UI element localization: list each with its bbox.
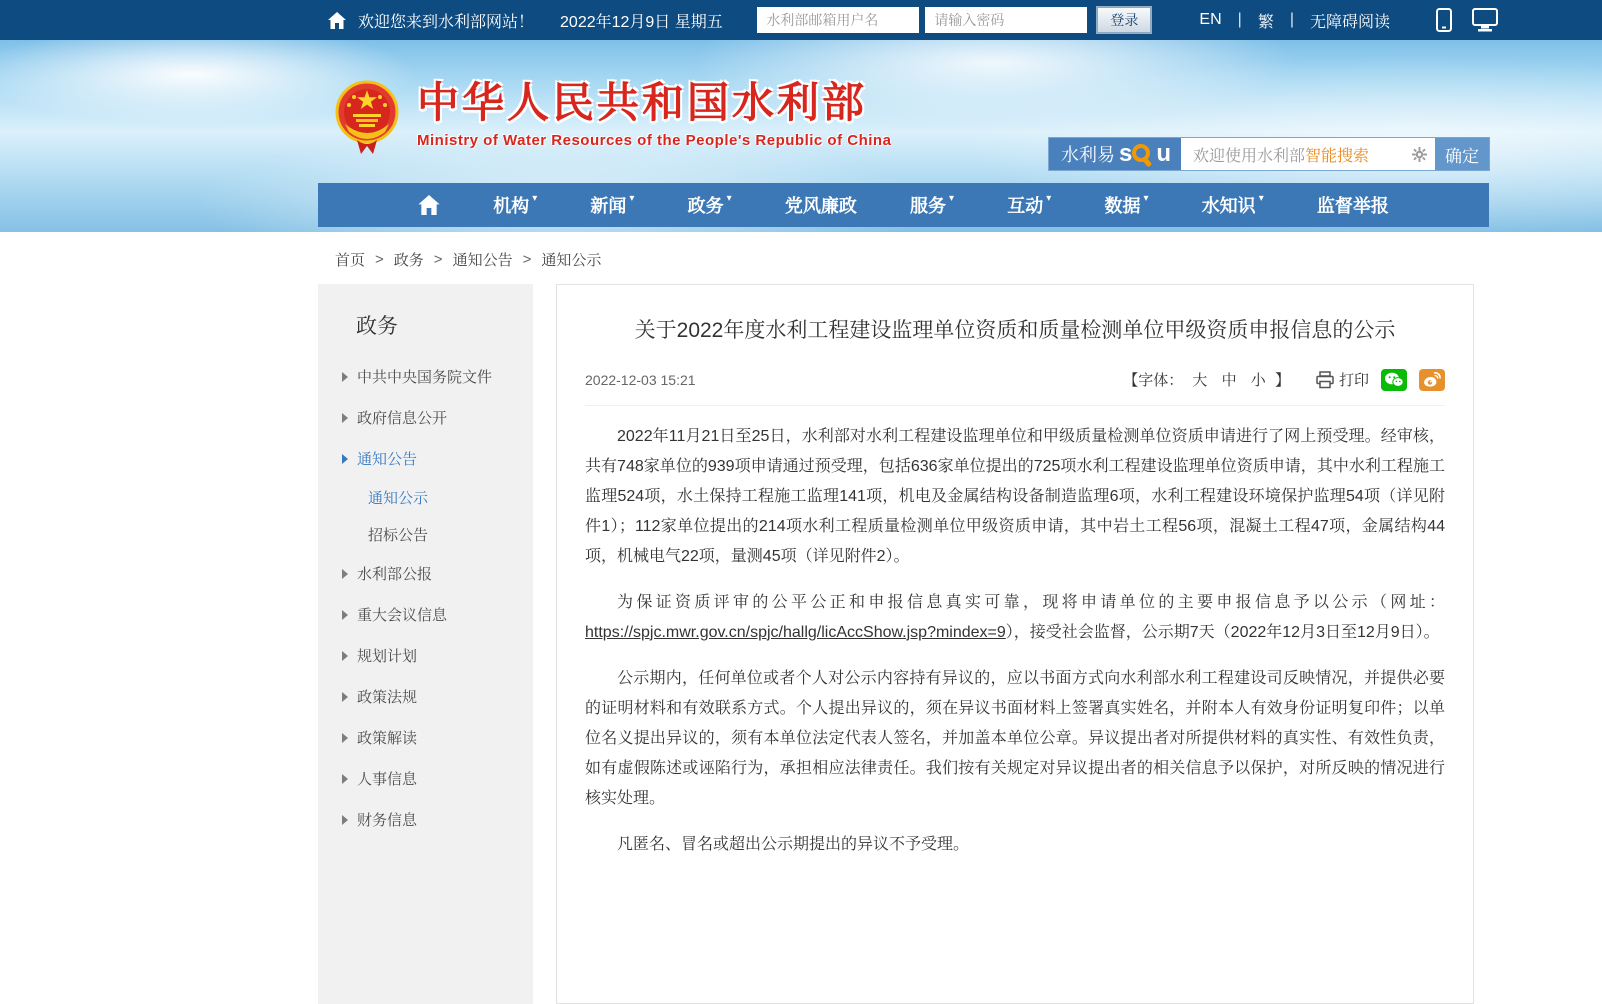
search-magnifier-icon: [1131, 143, 1153, 169]
breadcrumb-home[interactable]: 首页: [335, 252, 366, 269]
breadcrumb-tongzhigongshi[interactable]: 通知公示: [541, 252, 602, 269]
nav-item-jiandujubao[interactable]: 监督举报: [1316, 196, 1389, 216]
publish-date: 2022-12-03 15:21: [585, 371, 696, 388]
sidebar-item-zhengcefagui[interactable]: 政策法规: [318, 676, 533, 717]
font-label-open: 【字体：: [1123, 372, 1184, 389]
sidebar-subitem-tongzhigongshi[interactable]: 通知公示: [368, 490, 429, 507]
sidebar-item-zhonggongwenjian[interactable]: 中共中央国务院文件: [318, 356, 533, 397]
font-label-close: 】: [1274, 372, 1290, 389]
font-size-medium-button[interactable]: 中: [1221, 372, 1237, 389]
divider: |: [1237, 11, 1242, 28]
sidebar-item-zhengcejiedu[interactable]: 政策解读: [318, 717, 533, 758]
search-bar: [1048, 137, 1490, 171]
article-body: [585, 406, 1445, 860]
article-paragraph: 凡匿名、冒名或超出公示期提出的异议不予受理。: [617, 835, 970, 853]
content-panel: [556, 284, 1474, 1004]
mail-username-input[interactable]: [757, 7, 919, 33]
breadcrumb-separator: >: [433, 251, 443, 268]
article-paragraph: 2022年11月21日至25日，水利部对水利工程建设监理单位和甲级质量检测单位资质申请进行了网上预受理。经审核，共有748家单位的939项申请通过预受理，包括636家单位提出的725项水利工程建设监理单位资质申请，其中水利工程施工监理524项，水土保持工程施工监理141项，机电及金属结构设备制造监理6项，水利工程建设环境保护监理54项（详见附件1）；112家单位提出的214项水利工程质量检测单位甲级资质申请，其中岩土工程56项，混凝土工程47项，金属结构44项，机械电气22项，量测45项（详见附件2）。: [585, 427, 1445, 565]
sidebar-item-renshixinxi[interactable]: 人事信息: [318, 758, 533, 799]
accessibility-link[interactable]: 无障碍阅读: [1309, 13, 1390, 31]
search-brand: 水利易 s u: [1049, 138, 1181, 170]
breadcrumb-separator: >: [522, 251, 532, 268]
font-size-controls: [1123, 369, 1290, 390]
article-meta: [585, 369, 1445, 406]
welcome-text: 欢迎您来到水利部网站！: [358, 13, 535, 31]
chevron-down-icon: ▾: [532, 193, 538, 204]
triangle-icon: [342, 372, 348, 382]
sidebar: [318, 284, 533, 1004]
page-title: 关于2022年度水利工程建设监理单位资质和质量检测单位甲级资质申报信息的公示: [634, 319, 1396, 342]
mail-password-input[interactable]: [925, 7, 1087, 33]
printer-icon: [1316, 372, 1334, 388]
triangle-icon: [342, 651, 348, 661]
sidebar-item-caiwuxinxi[interactable]: 财务信息: [318, 799, 533, 840]
divider: |: [1289, 11, 1294, 28]
national-emblem-icon: [335, 80, 399, 154]
weibo-share-button[interactable]: [1419, 369, 1445, 391]
font-size-small-button[interactable]: 小: [1250, 372, 1266, 389]
sidebar-subitem-zhaobiaogonggao[interactable]: 招标公告: [368, 527, 429, 544]
header-banner: [0, 40, 1602, 232]
nav-item-hudong[interactable]: 互动 ▾: [1007, 193, 1052, 216]
search-settings-gear-icon[interactable]: [1412, 147, 1427, 167]
triangle-icon: [342, 733, 348, 743]
nav-home[interactable]: [418, 195, 440, 215]
article-paragraph: 公示期内，任何单位或者个人对公示内容持有异议的，应以书面方式向水利部水利工程建设司反映情况，并提供必要的证明材料和有效联系方式。个人提出异议的，须在异议书面材料上签署真实姓名，并附本人有效身份证明复印件；以单位名义提出异议的，须有本单位法定代表人签名，并加盖本单位公章。异议提出者对所提供材料的真实性、有效性负责，如有虚假陈述或诬陷行为，承担相应法律责任。我们按有关规定对异议提出者的相关信息予以保护，对所反映的情况进行核实处理。: [585, 669, 1445, 807]
lang-traditional-link[interactable]: 繁: [1257, 13, 1274, 31]
article-paragraph: 为保证资质评审的公平公正和申报信息真实可靠，现将申请单位的主要申报信息予以公示（网址：https://spjc.mwr.gov.cn/spjc/hallg/licAccShow.jsp?mindex=9），接受社会监督，公示期7天（2022年12月3日至12月9日）。: [585, 593, 1445, 641]
sidebar-item-xinxigongkai[interactable]: 政府信息公开: [318, 397, 533, 438]
site-logo[interactable]: [335, 80, 891, 154]
nav-item-jigou[interactable]: 机构 ▾: [493, 193, 538, 216]
triangle-icon: [342, 569, 348, 579]
mobile-version-icon[interactable]: [1436, 8, 1452, 32]
triangle-icon: [342, 610, 348, 620]
home-icon: [418, 195, 440, 215]
print-button[interactable]: 打印: [1316, 369, 1369, 390]
wechat-share-button[interactable]: [1381, 369, 1407, 391]
triangle-icon: [342, 413, 348, 423]
nav-item-fuwu[interactable]: 服务 ▾: [910, 193, 955, 216]
sidebar-item-huiyixinxi[interactable]: 重大会议信息: [318, 594, 533, 635]
chevron-down-icon: ▾: [1258, 193, 1264, 204]
nav-item-zhengwu[interactable]: 政务 ▾: [687, 193, 732, 216]
triangle-icon: [342, 774, 348, 784]
desktop-version-icon[interactable]: [1472, 8, 1498, 32]
site-subtitle: Ministry of Water Resources of the People's Republic of China: [417, 132, 892, 150]
triangle-icon: [342, 815, 348, 825]
main-nav: [318, 183, 1489, 227]
sidebar-item-gongbao[interactable]: 水利部公报: [318, 553, 533, 594]
nav-item-shuizhishi[interactable]: 水知识 ▾: [1201, 193, 1264, 216]
chevron-down-icon: ▾: [629, 193, 635, 204]
search-submit-button[interactable]: 确定: [1435, 138, 1489, 170]
article-link[interactable]: https://spjc.mwr.gov.cn/spjc/hallg/licAccShow.jsp?mindex=9: [585, 623, 1006, 641]
breadcrumb-tongzhigonggao[interactable]: 通知公告: [452, 252, 513, 269]
sidebar-item-tongzhigonggao[interactable]: 通知公告: [318, 438, 533, 479]
breadcrumb-zhengwu[interactable]: 政务: [393, 252, 424, 269]
lang-en-link[interactable]: EN: [1199, 11, 1222, 28]
chevron-down-icon: ▾: [949, 193, 955, 204]
home-icon[interactable]: [328, 12, 346, 29]
nav-item-dangfenglianzheng[interactable]: 党风廉政: [784, 196, 857, 216]
triangle-icon: [342, 454, 348, 464]
search-placeholder: 欢迎使用水利部 智能搜索: [1193, 147, 1370, 165]
date-text: 2022年12月9日 星期五: [560, 13, 723, 31]
topbar: [0, 0, 1602, 40]
wechat-icon: [1384, 372, 1404, 388]
breadcrumb-separator: >: [375, 251, 384, 268]
chevron-down-icon: ▾: [1046, 193, 1052, 204]
breadcrumb: [335, 232, 1602, 284]
sidebar-item-guihuajihua[interactable]: 规划计划: [318, 635, 533, 676]
nav-item-xinwen[interactable]: 新闻 ▾: [590, 193, 635, 216]
triangle-icon: [342, 692, 348, 702]
login-button[interactable]: 登录: [1097, 7, 1151, 33]
font-size-large-button[interactable]: 大: [1192, 372, 1208, 389]
chevron-down-icon: ▾: [726, 193, 732, 204]
site-title: 中华人民共和国水利部: [417, 79, 868, 126]
chevron-down-icon: ▾: [1143, 193, 1149, 204]
sidebar-title: 政务: [356, 315, 398, 338]
nav-item-shuju[interactable]: 数据 ▾: [1104, 193, 1149, 216]
search-input[interactable]: [1181, 138, 1435, 170]
weibo-icon: [1423, 372, 1441, 388]
